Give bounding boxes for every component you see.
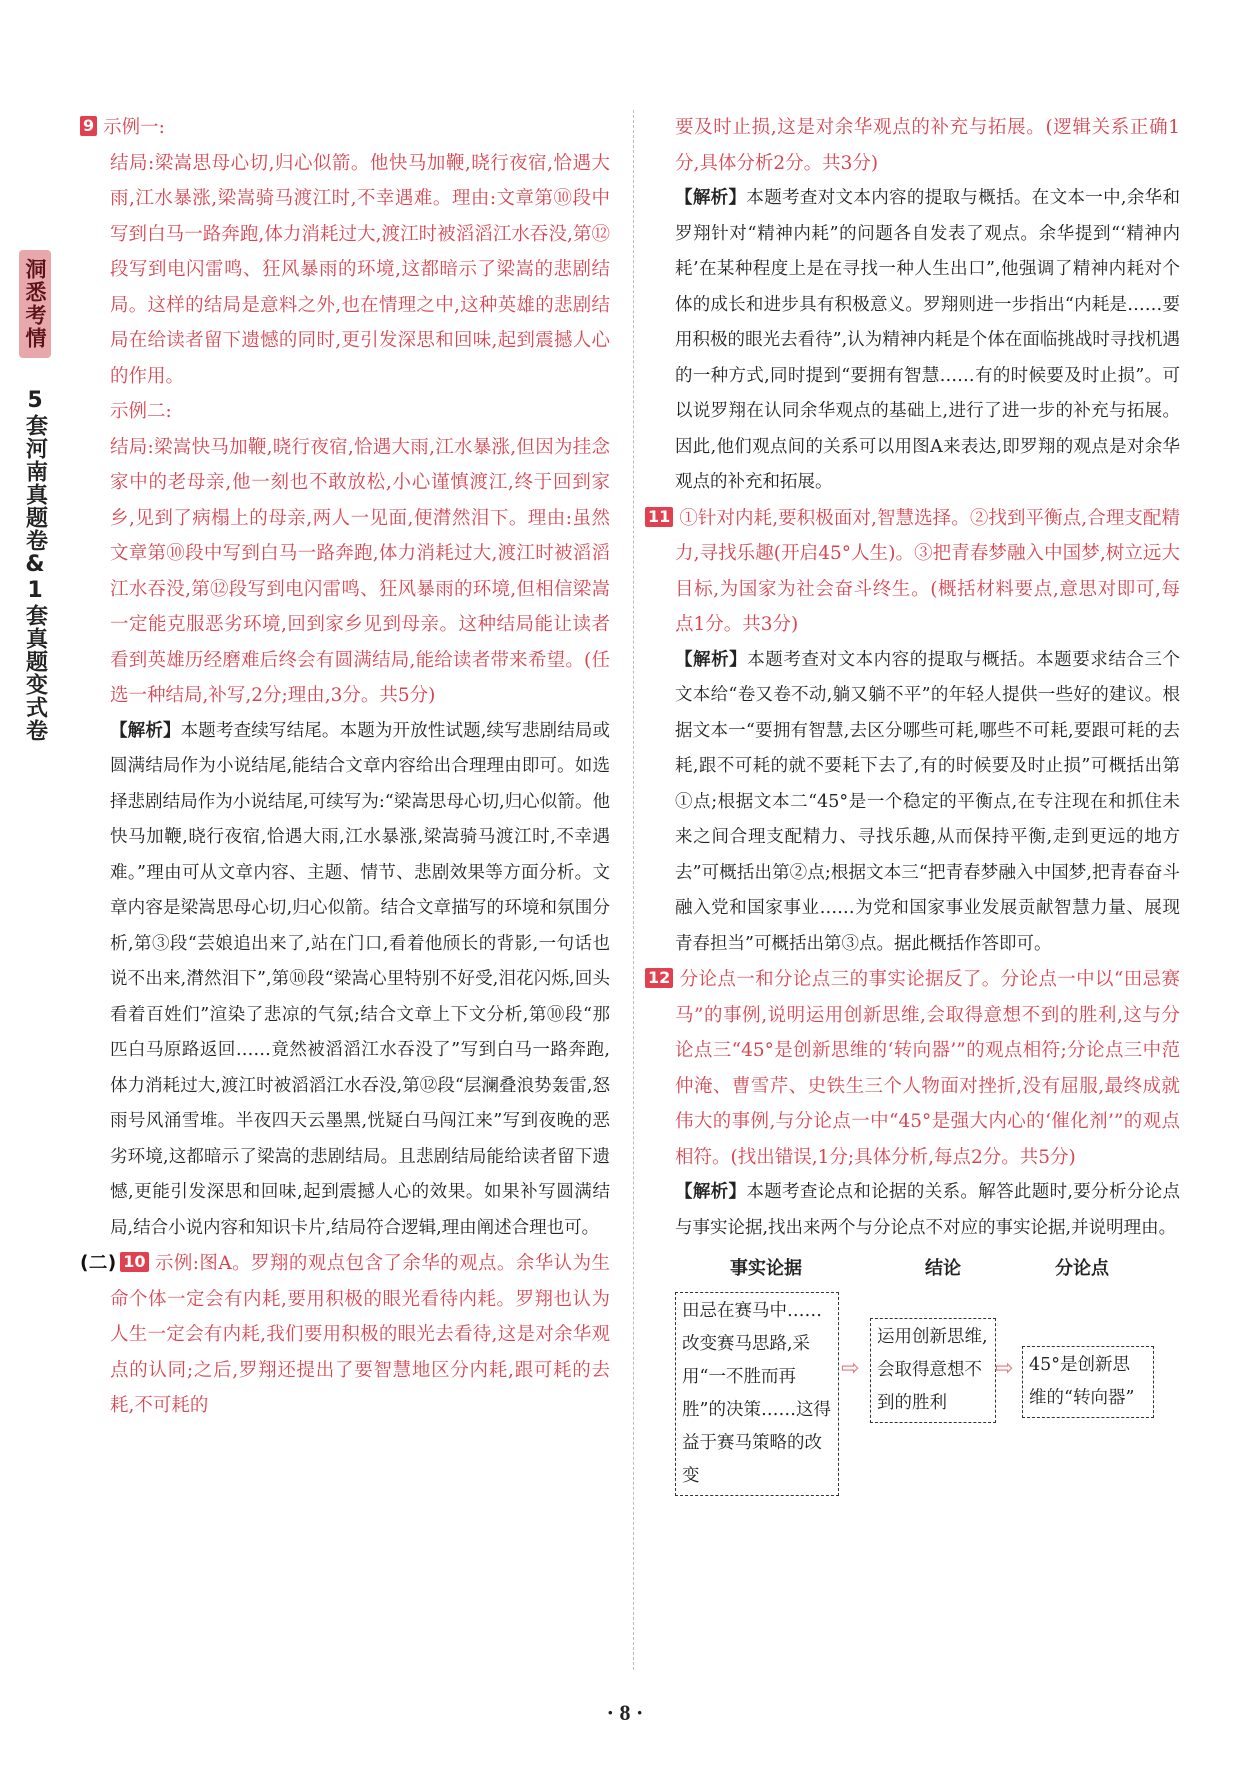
left-column <box>80 110 611 1424</box>
q10-answer <box>80 1246 610 1424</box>
q11-analysis-tag: 【解析】 <box>675 649 748 670</box>
column-divider <box>633 110 634 1670</box>
right-column <box>648 110 1181 1486</box>
diagram-header-evidence: 事实论据 <box>730 1258 802 1279</box>
q9-analysis-text: 本题考查续写结尾。本题为开放性试题,续写悲剧结局或圆满结局作为小说结尾,能结合文章内容给出合理理由即可。如选择悲剧结局作为小说结尾,可续写为:“梁嵩思母心切,归心似箭。他快马加鞭,晓行夜宿,恰遇大雨,江水暴涨,梁嵩骑马渡江时,不幸遇难。”理由可从文章内容、主题、情节、悲剧效果等方面分析。文章内容是梁嵩思母心切,归心似箭。结合文章描写的环境和氛围分析,第③段“芸娘追出来了,站在门口,看着他颀长的背影,一句话也说不出来,潸然泪下”,第⑩段“梁嵩心里特别不好受,泪花闪烁,回头看着百姓们”渲染了悲凉的气氛;结合文章上下文分析,第⑩段“那匹白马原路返回……竟然被滔滔江水吞没了”写到白马一路奔跑,体力消耗过大,渡江时被滔滔江水吞没,第⑫段“层澜叠浪势轰雷,怒雨号风涌雪堆。半夜四天云墨黑,恍疑白马闯江来”写到夜晚的恶劣环境,这都暗示了梁嵩的悲剧结局。且悲剧结局能给读者留下遗憾,更能引发深思和回味,起到震撼人心的效果。如果补写圆满结局,结合小说内容和知识卡片,结局符合逻辑,理由阐述合理也可。 <box>110 720 611 1238</box>
q12-analysis <box>675 1175 1180 1246</box>
diagram-arrow-2: ⇨ <box>995 1356 1014 1381</box>
q10-answer-text: 示例:图A。罗翔的观点包含了余华的观点。余华认为生命个体一定会有内耗,要用积极的眼光看待内耗。罗翔也认为人生一定会有内耗,我们要用积极的眼光去看待,这是对余华观点的认同;之后,罗翔还提出了要智慧地区分内耗,跟可耗的去耗,不可耗的 <box>110 1253 610 1416</box>
q11-number-badge: 11 <box>645 507 673 527</box>
q10-analysis-tag: 【解析】 <box>675 188 747 208</box>
sidebar <box>18 250 52 742</box>
diagram-box-evidence: 田忌在赛马中……改变赛马思路,采用“一不胜而再胜”的决策……这得益于赛马策略的改变 <box>675 1292 839 1496</box>
q9-example2-label: 示例二: <box>110 401 172 422</box>
q12-analysis-text: 本题考查论点和论据的关系。解答此题时,要分析分论点与事实论据,找出来两个与分论点不对应的事实论据,并说明理由。 <box>675 1182 1181 1238</box>
q9-number-badge: 9 <box>80 116 97 136</box>
q9-analysis <box>110 714 610 1247</box>
q11-answer-text: ①针对内耗,要积极面对,智慧选择。②找到平衡点,合理支配精力,寻找乐趣(开启45°人生)。③把青春梦融入中国梦,树立远大目标,为国家为社会奋斗终生。(概括材料要点,意思对即可,每点1分。共3分) <box>675 507 1180 635</box>
q12-answer-text: 分论点一和分论点三的事实论据反了。分论点一中以“田忌赛马”的事例,说明运用创新思维,会取得意想不到的胜利,这与分论点三“45°是创新思维的‘转向器’”的观点相符;分论点三中范仲淹、曹雪芹、史铁生三个人物面对挫折,没有屈服,最终成就伟大的事例,与分论点一中“45°是强大内心的‘催化剂’”的观点相符。(找出错误,1分;具体分析,每点2分。共5分) <box>675 969 1180 1168</box>
q11-analysis-text: 本题考查对文本内容的提取与概括。本题要求结合三个文本给“卷又卷不动,躺又躺不平”的年轻人提供一些好的建议。根据文本一“要拥有智慧,去区分哪些可耗,哪些不可耗,要跟可耗的去耗,跟不可耗的就不要耗下去了,有的时候要及时止损”可概括出第①点;根据文本二“45°是一个稳定的平衡点,在专注现在和抓住未来之间合理支配精力、寻找乐趣,从而保持平衡,走到更远的地方去”可概括出第②点;根据文本三“把青春梦融入中国梦,把青春奋斗融入党和国家事业……为党和国家事业发展贡献智慧力量、展现青春担当”可概括出第③点。据此概括作答即可。 <box>675 649 1181 954</box>
q9-example1-label: 9 示例一: <box>110 110 610 146</box>
q10-number-badge: 10 <box>120 1252 148 1272</box>
sidebar-series-title: 5套河南真题卷&1套真题变式卷 <box>22 388 48 742</box>
diagram-header-subpoint: 分论点 <box>1055 1258 1109 1279</box>
q11-answer <box>648 501 1180 643</box>
q12-answer <box>648 962 1180 1175</box>
page-number: · 8 · <box>606 1700 644 1725</box>
q9-example2-body: 结局:梁嵩快马加鞭,晓行夜宿,恰遇大雨,江水暴涨,但因为挂念家中的老母亲,他一刻也不敢放松,小心谨慎渡江,终于回到家乡,见到了病榻上的母亲,两人一见面,便潸然泪下。理由:虽然文章第⑩段中写到白马一路奔跑,体力消耗过大,渡江时被滔滔江水吞没,第⑫段写到电闪雷鸣、狂风暴雨的环境,但相信梁嵩一定能克服恶劣环境,回到家乡见到母亲。这种结局能让读者看到英雄历经磨难后终会有圆满结局,能给读者带来希望。(任选一种结局,补写,2分;理由,3分。共5分) <box>110 436 610 706</box>
section-two-mark: (二) <box>80 1253 117 1274</box>
diagram-box-subpoint: 45°是创新思维的“转向器” <box>1022 1346 1154 1418</box>
diagram-arrow-1: ⇨ <box>841 1356 860 1381</box>
argument-diagram <box>675 1252 1180 1486</box>
diagram-box-conclusion: 运用创新思维,会取得意想不到的胜利 <box>870 1318 996 1423</box>
sidebar-brand: 洞悉考情 <box>19 250 51 358</box>
q9-example1-body: 结局:梁嵩思母心切,归心似箭。他快马加鞭,晓行夜宿,恰遇大雨,江水暴涨,梁嵩骑马渡江时,不幸遇难。理由:文章第⑩段中写到白马一路奔跑,体力消耗过大,渡江时被滔滔江水吞没,第⑫段写到电闪雷鸣、狂风暴雨的环境,这都暗示了梁嵩的悲剧结局。这样的结局是意料之外,也在情理之中,这种英雄的悲剧结局在给读者留下遗憾的同时,更引发深思和回味,起到震撼人心的作用。 <box>110 152 610 387</box>
q12-number-badge: 12 <box>645 968 673 988</box>
q10-analysis-text: 本题考查对文本内容的提取与概括。在文本一中,余华和罗翔针对“精神内耗”的问题各自发表了观点。余华提到“‘精神内耗’在某种程度上是在寻找一种人生出口”,他强调了精神内耗对个体的成长和进步具有积极意义。罗翔则进一步指出“内耗是……要用积极的眼光去看待”,认为精神内耗是个体在面临挑战时寻找机遇的一种方式,同时提到“要拥有智慧……有的时候要及时止损”。可以说罗翔在认同余华观点的基础上,进行了进一步的补充与拓展。因此,他们观点间的关系可以用图A来表达,即罗翔的观点是对余华观点的补充和拓展。 <box>675 188 1181 492</box>
diagram-header-conclusion: 结论 <box>925 1258 961 1279</box>
q10-answer-continued: 要及时止损,这是对余华观点的补充与拓展。(逻辑关系正确1分,具体分析2分。共3分) <box>675 117 1180 174</box>
q9-analysis-tag: 【解析】 <box>110 720 181 741</box>
q10-analysis <box>675 181 1180 501</box>
q12-analysis-tag: 【解析】 <box>675 1182 747 1202</box>
q11-analysis <box>675 643 1180 963</box>
